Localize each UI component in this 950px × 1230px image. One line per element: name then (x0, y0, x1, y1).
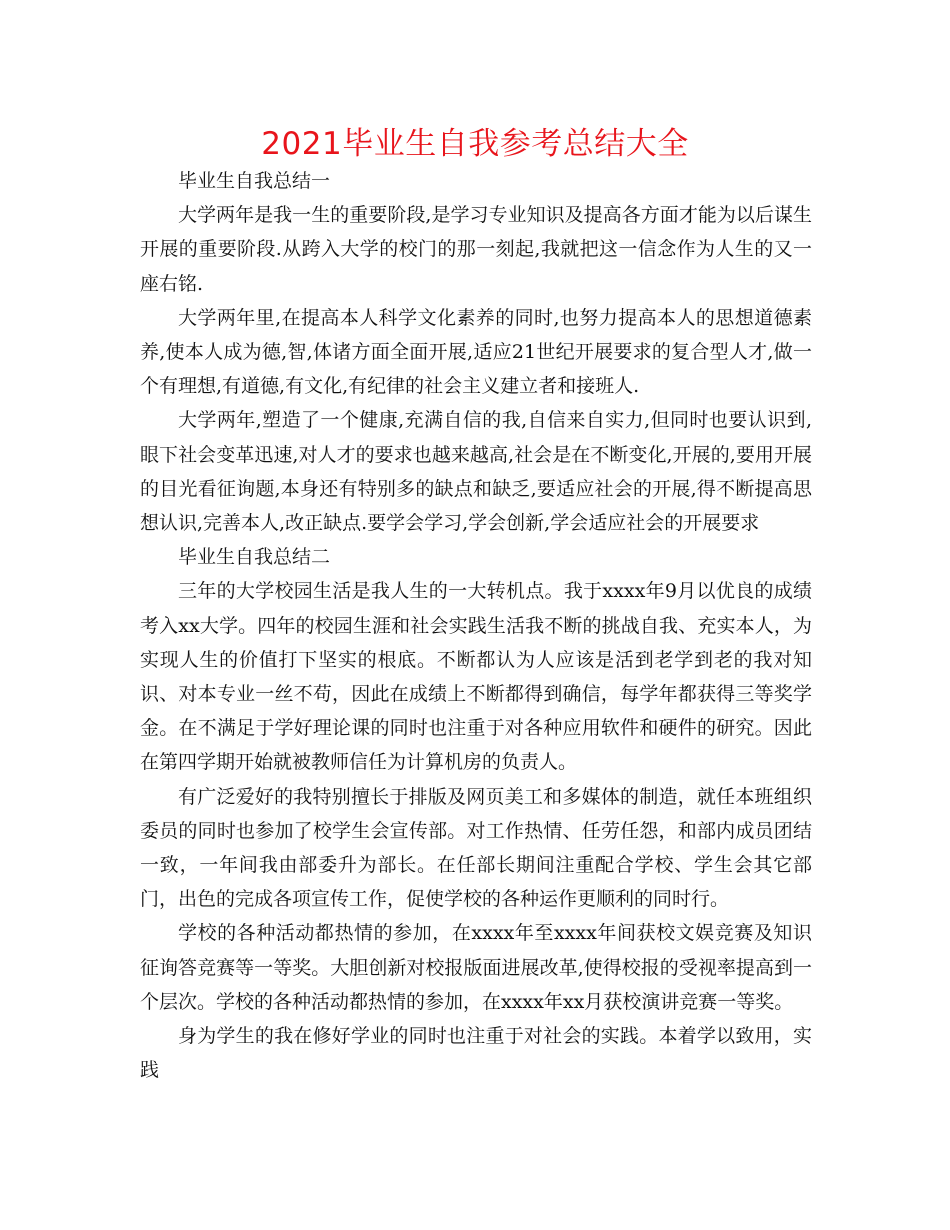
paragraph: 大学两年,塑造了一个健康,充满自信的我,自信来自实力,但同时也要认识到,眼下社会变革迅速,对人才的要求也越来越高,社会是在不断变化,开展的,要用开展的目光看征询题,本身还有特别多的缺点和缺乏,要适应社会的开展,得不断提高思想认识,完善本人,改正缺点.要学会学习,学会创新,学会适应社会的开展要求 (140, 409, 812, 535)
paragraph: 学校的各种活动都热情的参加，在xxxx年至xxxx年间获校文娱竞赛及知识征询答竞赛等一等奖。大胆创新对校报版面进展改革,使得校报的受视率提高到一个层次。学校的各种活动都热情的参加，在xxxx年xx月获校演讲竞赛一等奖。 (140, 922, 812, 1013)
paragraph: 大学两年里,在提高本人科学文化素养的同时,也努力提高本人的思想道德素养,使本人成为德,智,体诸方面全面开展,适应21世纪开展要求的复合型人才,做一个有理想,有道德,有文化,有纪律的社会主义建立者和接班人. (140, 306, 812, 398)
paragraph-section-heading-2: 毕业生自我总结二 (178, 546, 331, 569)
paragraph: 三年的大学校园生活是我人生的一大转机点。我于xxxx年9月以优良的成绩考入xx大学。四年的校园生涯和社会实践生活我不断的挑战自我、充实本人，为实现人生的价值打下坚实的根底。不断都认为人应该是活到老学到老的我对知识、对本专业一丝不苟，因此在成绩上不断都得到确信，每学年都获得三等奖学金。在不满足于学好理论课的同时也注重于对各种应用软件和硬件的研究。因此在第四学期开始就被教师信任为计算机房的负责人。 (140, 580, 812, 774)
document-body (140, 164, 812, 1087)
paragraph: 大学两年是我一生的重要阶段,是学习专业知识及提高各方面才能为以后谋生开展的重要阶段.从跨入大学的校门的那一刻起,我就把这一信念作为人生的又一座右铭. (140, 204, 812, 295)
paragraph: 身为学生的我在修好学业的同时也注重于对社会的实践。本着学以致用，实践 (140, 1025, 812, 1082)
document-title: 2021毕业生自我参考总结大全 (261, 126, 689, 162)
paragraph-section-heading-1: 毕业生自我总结一 (178, 170, 331, 192)
paragraph: 有广泛爱好的我特别擅长于排版及网页美工和多媒体的制造，就任本班组织委员的同时也参加了校学生会宣传部。对工作热情、任劳任怨，和部内成员团结一致，一年间我由部委升为部长。在任部长期间注重配合学校、学生会其它部门，出色的完成各项宣传工作，促使学校的各种运作更顺利的同时行。 (140, 785, 812, 911)
